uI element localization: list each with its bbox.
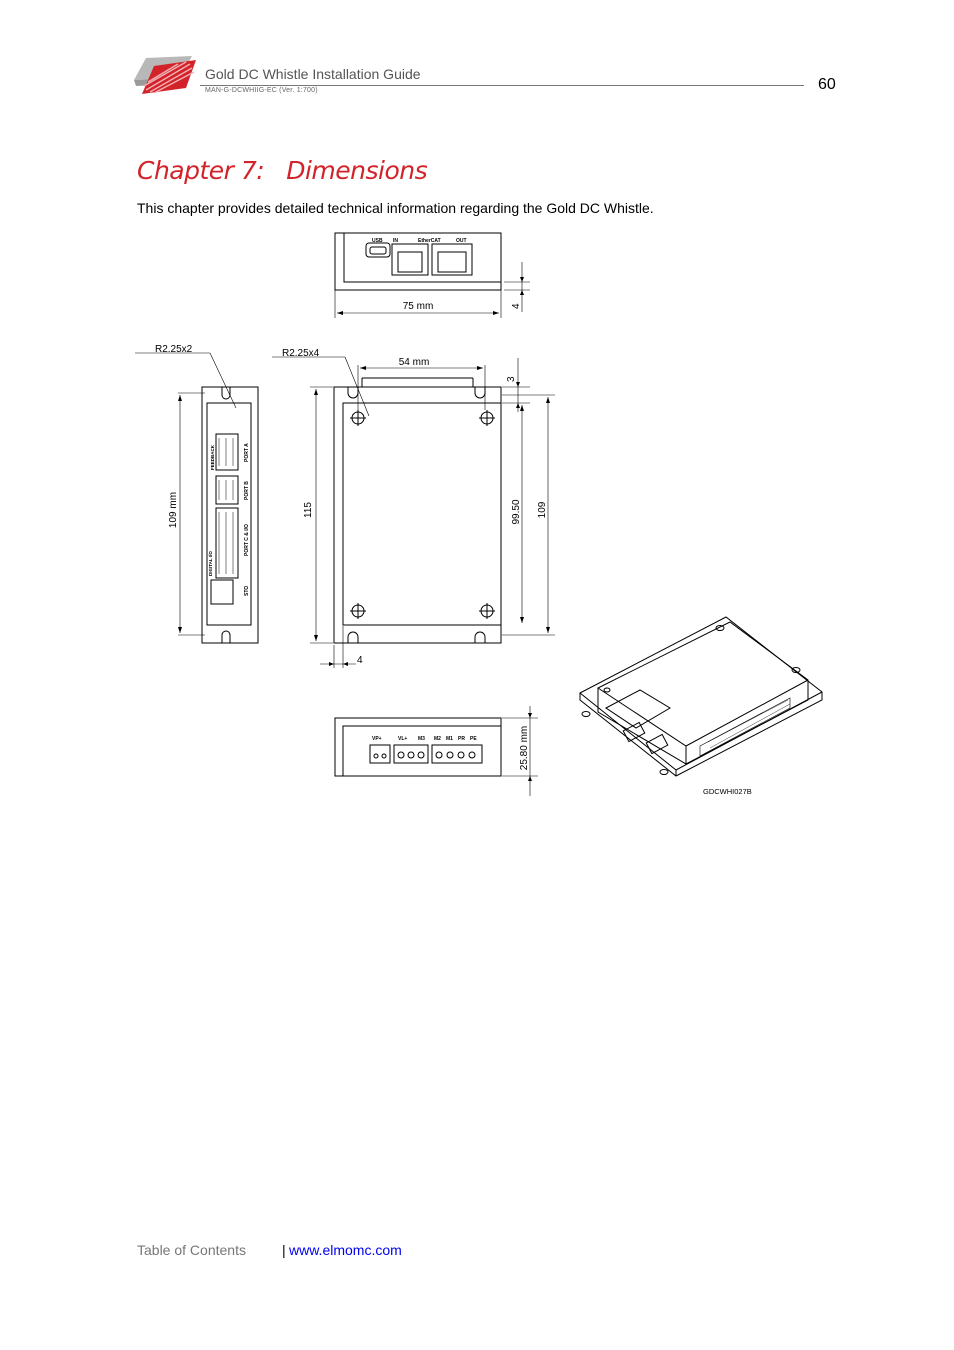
- front-outer-dimension: 109: [537, 501, 548, 519]
- bottom-terminal-pr: PR: [458, 736, 465, 742]
- side-radius-label: R2.25x2: [155, 344, 193, 355]
- bottom-terminal-m1: M1: [446, 736, 453, 742]
- front-width-dimension: 54 mm: [398, 357, 430, 368]
- isometric-view: [580, 617, 822, 776]
- bottom-terminal-vp: VP+: [372, 736, 382, 742]
- chapter-name: Dimensions: [286, 156, 428, 185]
- top-connector-out: OUT: [456, 238, 467, 244]
- top-width-dimension: 75 mm: [402, 301, 434, 312]
- bottom-terminal-vl: VL+: [398, 736, 408, 742]
- top-connector-ethercat: EtherCAT: [418, 238, 441, 244]
- side-view: [135, 353, 258, 643]
- side-port-c: PORT C & I/O: [244, 524, 250, 556]
- top-connector-usb: USB: [372, 238, 383, 244]
- header-title: Gold DC Whistle Installation Guide: [205, 66, 421, 82]
- side-sto: STO: [244, 585, 250, 596]
- front-top-dimension: 3: [506, 376, 517, 382]
- website-link[interactable]: www.elmomc.com: [289, 1242, 402, 1258]
- elmo-logo-icon: [132, 52, 198, 98]
- side-feedback-label: FEEDBACK: [210, 444, 215, 470]
- front-bottom-dimension: 4: [357, 655, 363, 666]
- bottom-terminal-m3: M3: [418, 736, 425, 742]
- bottom-view: [335, 706, 538, 796]
- footer-separator: |: [282, 1242, 286, 1258]
- side-port-a: PORT A: [244, 443, 250, 462]
- chapter-number: Chapter 7:: [137, 156, 265, 185]
- page-number: 60: [818, 76, 836, 93]
- side-digital-io-label: DIGITAL I/O: [208, 551, 213, 576]
- bottom-terminal-m2: M2: [434, 736, 441, 742]
- top-connector-in: IN: [393, 238, 398, 244]
- dimensions-drawing: [120, 225, 840, 805]
- figure-code: GDCWHI027B: [703, 787, 752, 796]
- front-height-dimension: 115: [303, 502, 314, 518]
- chapter-title: [137, 156, 427, 185]
- intro-paragraph: This chapter provides detailed technical information regarding the Gold DC Whistle.: [137, 200, 654, 216]
- side-height-dimension: 109 mm: [168, 491, 179, 529]
- header-rule: [200, 85, 804, 86]
- front-inner-dimension: 99.50: [511, 499, 522, 525]
- top-height-dimension: 4: [511, 303, 522, 309]
- bottom-height-dimension: 25.80 mm: [519, 725, 530, 771]
- side-port-b: PORT B: [244, 481, 250, 500]
- table-of-contents-link[interactable]: Table of Contents: [137, 1242, 246, 1258]
- front-radius-label: R2.25x4: [282, 348, 320, 359]
- bottom-terminal-pe: PE: [470, 736, 477, 742]
- document-code: MAN-G-DCWHIIG-EC (Ver. 1:700): [205, 87, 318, 94]
